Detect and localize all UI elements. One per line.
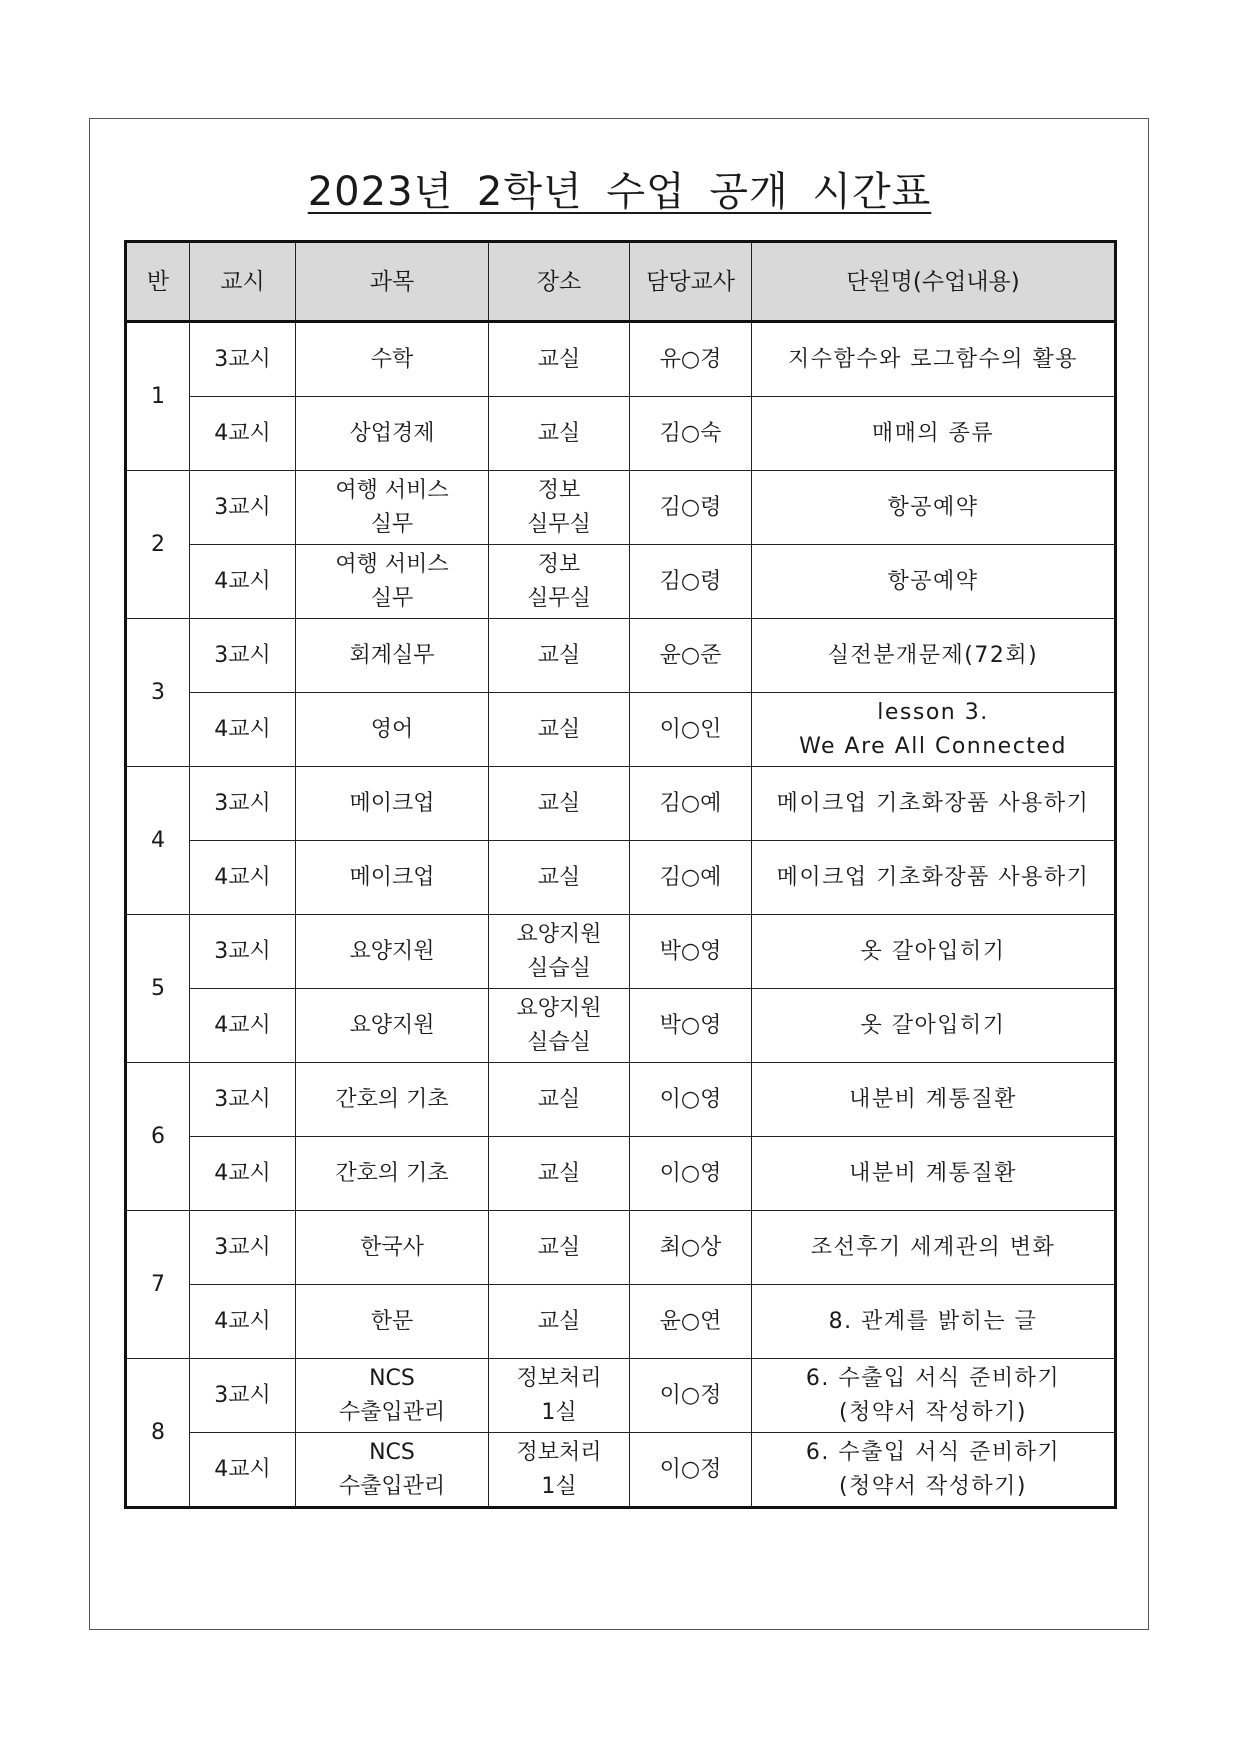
teacher-cell: 김○숙 <box>630 397 752 471</box>
subject-cell <box>296 322 489 397</box>
subject-cell-line: 간호의 기초 <box>335 1086 449 1112</box>
table-row <box>126 1433 1116 1508</box>
header-teacher: 담당교사 <box>630 242 752 322</box>
location-cell-line: 요양지원 <box>516 995 602 1021</box>
period-cell: 3교시 <box>190 767 296 841</box>
header-period: 교시 <box>190 242 296 322</box>
location-cell <box>489 841 630 915</box>
subject-cell <box>296 1285 489 1359</box>
location-cell-line: 교실 <box>537 1234 581 1260</box>
content-cell-line: (청약서 작성하기) <box>839 1473 1027 1499</box>
content-cell-line: 지수함수와 로그함수의 활용 <box>787 346 1078 372</box>
location-cell <box>489 1285 630 1359</box>
teacher-cell: 김○령 <box>630 545 752 619</box>
table-row <box>126 841 1116 915</box>
location-cell-line: 정보처리 <box>516 1439 602 1465</box>
location-cell-line: 실습실 <box>527 1029 591 1055</box>
subject-cell <box>296 619 489 693</box>
subject-cell <box>296 989 489 1063</box>
content-cell-line: 6. 수출입 서식 준비하기 <box>805 1365 1061 1391</box>
content-cell-line: (청약서 작성하기) <box>839 1399 1027 1425</box>
period-cell: 3교시 <box>190 471 296 545</box>
subject-cell <box>296 693 489 767</box>
content-cell-line: 조선후기 세계관의 변화 <box>810 1234 1056 1260</box>
table-row <box>126 989 1116 1063</box>
table-header-row <box>126 242 1116 322</box>
subject-cell <box>296 915 489 989</box>
table-row <box>126 1211 1116 1285</box>
period-cell: 4교시 <box>190 693 296 767</box>
period-cell: 3교시 <box>190 619 296 693</box>
class-number-cell: 2 <box>126 471 190 619</box>
content-cell <box>752 1211 1116 1285</box>
location-cell-line: 실무실 <box>527 511 591 537</box>
header-location: 장소 <box>489 242 630 322</box>
location-cell <box>489 989 630 1063</box>
table-row <box>126 1063 1116 1137</box>
table-row <box>126 767 1116 841</box>
content-cell-line: 메이크업 기초화장품 사용하기 <box>776 864 1090 890</box>
content-cell-line: 8. 관계를 밝히는 글 <box>828 1308 1038 1334</box>
subject-cell-line: 여행 서비스 <box>335 477 449 503</box>
table-row <box>126 545 1116 619</box>
location-cell <box>489 397 630 471</box>
subject-cell-line: 메이크업 <box>349 864 435 890</box>
teacher-cell: 윤○준 <box>630 619 752 693</box>
subject-cell-line: 수학 <box>370 346 414 372</box>
class-number-cell: 1 <box>126 322 190 471</box>
subject-cell-line: 한국사 <box>360 1234 424 1260</box>
content-cell <box>752 322 1116 397</box>
subject-cell-line: 회계실무 <box>349 642 435 668</box>
teacher-cell: 김○령 <box>630 471 752 545</box>
period-cell: 3교시 <box>190 322 296 397</box>
location-cell <box>489 322 630 397</box>
subject-cell <box>296 841 489 915</box>
period-cell: 3교시 <box>190 915 296 989</box>
content-cell <box>752 471 1116 545</box>
content-cell-line: 내분비 계통질환 <box>849 1160 1017 1186</box>
content-cell <box>752 693 1116 767</box>
subject-cell <box>296 1211 489 1285</box>
subject-cell <box>296 1359 489 1433</box>
subject-cell <box>296 767 489 841</box>
class-number-cell: 5 <box>126 915 190 1063</box>
location-cell <box>489 1137 630 1211</box>
content-cell <box>752 989 1116 1063</box>
subject-cell-line: 실무 <box>370 585 414 611</box>
location-cell <box>489 767 630 841</box>
content-cell-line: lesson 3. <box>877 699 989 725</box>
period-cell: 3교시 <box>190 1063 296 1137</box>
document-title-wrap <box>0 160 1239 217</box>
teacher-cell: 이○영 <box>630 1063 752 1137</box>
location-cell-line: 교실 <box>537 420 581 446</box>
table-row <box>126 322 1116 397</box>
location-cell-line: 교실 <box>537 1160 581 1186</box>
location-cell <box>489 545 630 619</box>
subject-cell-line: 상업경제 <box>349 420 435 446</box>
period-cell: 4교시 <box>190 1433 296 1508</box>
period-cell: 4교시 <box>190 397 296 471</box>
content-cell-line: 항공예약 <box>887 568 979 594</box>
subject-cell-line: 요양지원 <box>349 938 435 964</box>
header-class: 반 <box>126 242 190 322</box>
content-cell <box>752 1063 1116 1137</box>
teacher-cell: 박○영 <box>630 915 752 989</box>
content-cell <box>752 397 1116 471</box>
period-cell: 3교시 <box>190 1359 296 1433</box>
location-cell <box>489 1359 630 1433</box>
content-cell-line: 실전분개문제(72회) <box>827 642 1039 668</box>
table-row <box>126 397 1116 471</box>
header-subject: 과목 <box>296 242 489 322</box>
content-cell <box>752 1433 1116 1508</box>
location-cell <box>489 471 630 545</box>
content-cell <box>752 1285 1116 1359</box>
location-cell-line: 교실 <box>537 716 581 742</box>
header-content: 단원명(수업내용) <box>752 242 1116 322</box>
teacher-cell: 김○예 <box>630 767 752 841</box>
content-cell-line: 옷 갈아입히기 <box>860 938 1006 964</box>
subject-cell <box>296 397 489 471</box>
content-cell-line: 메이크업 기초화장품 사용하기 <box>776 790 1090 816</box>
location-cell <box>489 693 630 767</box>
class-number-cell: 7 <box>126 1211 190 1359</box>
location-cell-line: 정보 <box>537 477 581 503</box>
table-row <box>126 1285 1116 1359</box>
subject-cell-line: 메이크업 <box>349 790 435 816</box>
location-cell <box>489 1063 630 1137</box>
content-cell-line: We Are All Connected <box>799 733 1067 759</box>
content-cell-line: 매매의 종류 <box>871 420 995 446</box>
content-cell-line: 내분비 계통질환 <box>849 1086 1017 1112</box>
class-number-cell: 3 <box>126 619 190 767</box>
content-cell <box>752 841 1116 915</box>
subject-cell-line: NCS <box>369 1365 415 1391</box>
subject-cell-line: 간호의 기초 <box>335 1160 449 1186</box>
class-number-cell: 8 <box>126 1359 190 1508</box>
period-cell: 4교시 <box>190 1137 296 1211</box>
table-row <box>126 471 1116 545</box>
location-cell-line: 1실 <box>541 1399 577 1425</box>
location-cell <box>489 1433 630 1508</box>
schedule-body <box>126 322 1116 1508</box>
location-cell-line: 실무실 <box>527 585 591 611</box>
teacher-cell: 이○정 <box>630 1433 752 1508</box>
period-cell: 4교시 <box>190 841 296 915</box>
location-cell-line: 정보처리 <box>516 1365 602 1391</box>
location-cell-line: 요양지원 <box>516 921 602 947</box>
location-cell-line: 교실 <box>537 642 581 668</box>
content-cell <box>752 1137 1116 1211</box>
subject-cell-line: 영어 <box>370 716 414 742</box>
content-cell-line: 항공예약 <box>887 494 979 520</box>
teacher-cell: 김○예 <box>630 841 752 915</box>
location-cell-line: 교실 <box>537 790 581 816</box>
period-cell: 4교시 <box>190 1285 296 1359</box>
table-row <box>126 1137 1116 1211</box>
subject-cell <box>296 471 489 545</box>
location-cell-line: 교실 <box>537 1308 581 1334</box>
teacher-cell: 이○정 <box>630 1359 752 1433</box>
content-cell <box>752 767 1116 841</box>
table-row <box>126 1359 1116 1433</box>
period-cell: 4교시 <box>190 545 296 619</box>
period-cell: 4교시 <box>190 989 296 1063</box>
class-number-cell: 6 <box>126 1063 190 1211</box>
location-cell <box>489 619 630 693</box>
subject-cell <box>296 1063 489 1137</box>
location-cell-line: 교실 <box>537 1086 581 1112</box>
table-row <box>126 915 1116 989</box>
location-cell-line: 교실 <box>537 864 581 890</box>
subject-cell-line: NCS <box>369 1439 415 1465</box>
content-cell <box>752 619 1116 693</box>
class-number-cell: 4 <box>126 767 190 915</box>
teacher-cell: 박○영 <box>630 989 752 1063</box>
subject-cell <box>296 545 489 619</box>
subject-cell-line: 수출입관리 <box>338 1473 446 1499</box>
subject-cell-line: 실무 <box>370 511 414 537</box>
location-cell <box>489 915 630 989</box>
period-cell: 3교시 <box>190 1211 296 1285</box>
location-cell-line: 1실 <box>541 1473 577 1499</box>
content-cell <box>752 915 1116 989</box>
table-row <box>126 693 1116 767</box>
teacher-cell: 이○인 <box>630 693 752 767</box>
document-title: 2023년 2학년 수업 공개 시간표 <box>307 169 932 215</box>
teacher-cell: 윤○연 <box>630 1285 752 1359</box>
location-cell-line: 실습실 <box>527 955 591 981</box>
location-cell-line: 교실 <box>537 346 581 372</box>
content-cell <box>752 545 1116 619</box>
schedule-table <box>124 240 1117 1509</box>
subject-cell-line: 수출입관리 <box>338 1399 446 1425</box>
content-cell-line: 6. 수출입 서식 준비하기 <box>805 1439 1061 1465</box>
subject-cell-line: 한문 <box>370 1308 414 1334</box>
subject-cell-line: 여행 서비스 <box>335 551 449 577</box>
teacher-cell: 최○상 <box>630 1211 752 1285</box>
teacher-cell: 유○경 <box>630 322 752 397</box>
content-cell <box>752 1359 1116 1433</box>
location-cell-line: 정보 <box>537 551 581 577</box>
location-cell <box>489 1211 630 1285</box>
content-cell-line: 옷 갈아입히기 <box>860 1012 1006 1038</box>
teacher-cell: 이○영 <box>630 1137 752 1211</box>
table-row <box>126 619 1116 693</box>
subject-cell <box>296 1137 489 1211</box>
subject-cell-line: 요양지원 <box>349 1012 435 1038</box>
subject-cell <box>296 1433 489 1508</box>
